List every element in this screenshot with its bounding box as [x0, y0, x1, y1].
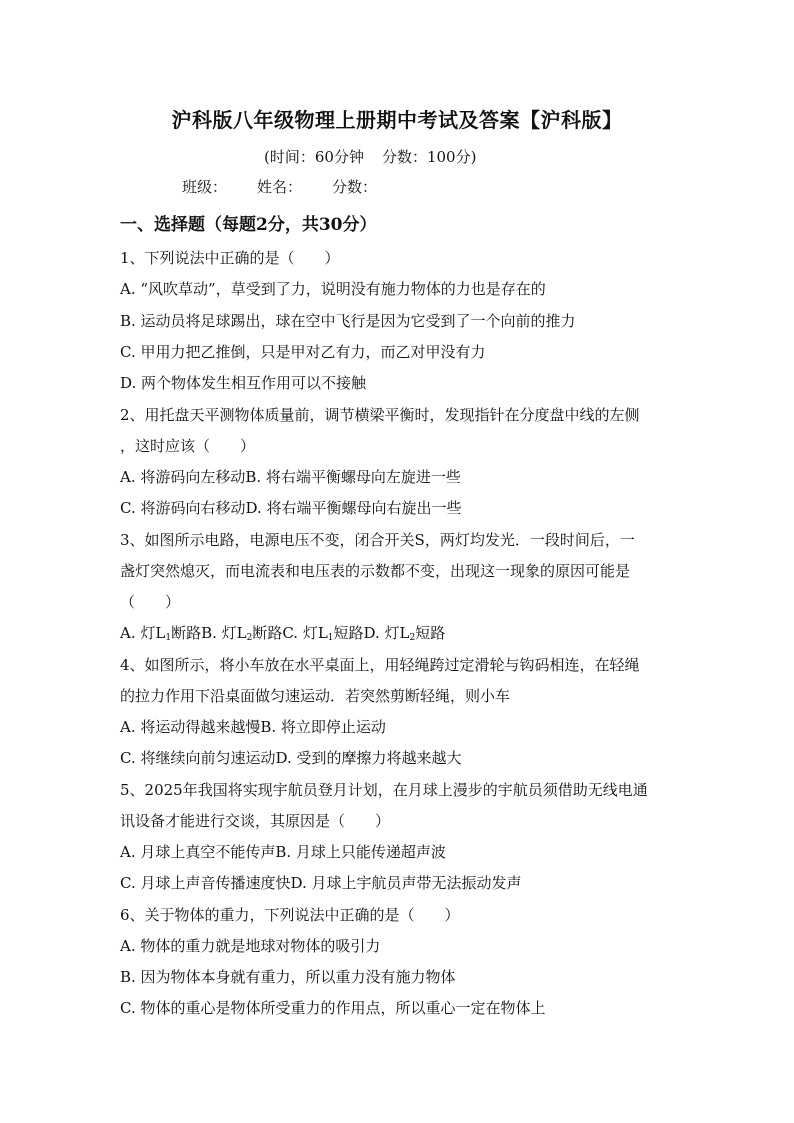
question-6-option-c: C. 物体的重心是物体所受重力的作用点，所以重心一定在物体上: [120, 999, 546, 1017]
question-2-options-ab: A. 将游码向左移动B. 将右端平衡螺母向左旋进一些: [120, 468, 461, 486]
question-1-option-a: A. “风吹草动”，草受到了力，说明没有施力物体的力也是存在的: [120, 280, 546, 298]
question-3-option-a-text: A. 灯L: [120, 624, 166, 642]
question-4-options-ab: A. 将运动得越来越慢B. 将立即停止运动: [120, 718, 386, 736]
question-3-stem-line3: （ ）: [120, 593, 181, 611]
student-info-row: [182, 176, 407, 197]
exam-meta: [264, 146, 494, 167]
question-5-stem-line2: 讯设备才能进行交谈，其原因是（ ）: [120, 812, 391, 830]
question-1-option-c: C. 甲用力把乙推倒，只是甲对乙有力，而乙对甲没有力: [120, 343, 486, 361]
question-6-stem: 6、关于物体的重力，下列说法中正确的是（ ）: [120, 906, 460, 924]
question-1-option-d: D. 两个物体发生相互作用可以不接触: [120, 374, 367, 392]
question-5-options-ab: A. 月球上真空不能传声B. 月球上只能传递超声波: [120, 843, 446, 861]
question-5-stem-line1: 5、2025年我国将实现宇航员登月计划，在月球上漫步的宇航员须借助无线电通: [120, 781, 648, 799]
question-6-option-a: A. 物体的重力就是地球对物体的吸引力: [120, 937, 381, 955]
name-label: 姓名：: [257, 178, 303, 196]
section-heading: 一、选择题（每题2分，共30分）: [120, 215, 377, 235]
question-3-option-b-text: 断路B. 灯L: [171, 624, 247, 642]
question-3-stem-line2: 盏灯突然熄灭，而电流表和电压表的示数都不变，出现这一现象的原因可能是: [120, 562, 631, 580]
subscript: 1: [327, 633, 334, 643]
question-6-option-b: B. 因为物体本身就有重力，所以重力没有施力物体: [120, 968, 456, 986]
question-2-options-cd: C. 将游码向右移动D. 将右端平衡螺母向右旋出一些: [120, 499, 462, 517]
subscript: 1: [165, 633, 172, 643]
time-limit: (时间：60分钟: [264, 148, 364, 166]
total-score: 分数：100分): [381, 148, 477, 166]
class-label: 班级：: [182, 178, 228, 196]
score-field-label: 分数：: [332, 178, 378, 196]
question-4-stem-line2: 的拉力作用下沿桌面做匀速运动．若突然剪断轻绳，则小车: [120, 687, 511, 705]
question-3-options: [120, 622, 445, 643]
page-title: 沪科版八年级物理上册期中考试及答案【沪科版】: [171, 108, 623, 132]
question-4-stem-line1: 4、如图所示，将小车放在水平桌面上，用轻绳跨过定滑轮与钩码相连，在轻绳: [120, 656, 640, 674]
question-4-options-cd: C. 将继续向前匀速运动D. 受到的摩擦力将越来越大: [120, 749, 462, 767]
question-3-stem-line1: 3、如图所示电路，电源电压不变，闭合开关S，两灯均发光．一段时间后，一: [120, 531, 635, 549]
question-2-stem-line1: 2、用托盘天平测物体质量前，调节横梁平衡时，发现指针在分度盘中线的左侧: [120, 406, 640, 424]
subscript: 2: [409, 633, 416, 643]
question-1-option-b: B. 运动员将足球踢出，球在空中飞行是因为它受到了一个向前的推力: [120, 312, 576, 330]
question-2-stem-line2: ，这时应该（ ）: [120, 437, 256, 455]
question-3-option-c-text: 断路C. 灯L: [252, 624, 328, 642]
question-3-option-d-text: 短路D. 灯L: [333, 624, 410, 642]
question-3-option-d-end: 短路: [415, 624, 446, 642]
question-5-options-cd: C. 月球上声音传播速度快D. 月球上宇航员声带无法振动发声: [120, 874, 522, 892]
question-1-stem: 1、下列说法中正确的是（ ）: [120, 249, 340, 267]
subscript: 2: [246, 633, 253, 643]
